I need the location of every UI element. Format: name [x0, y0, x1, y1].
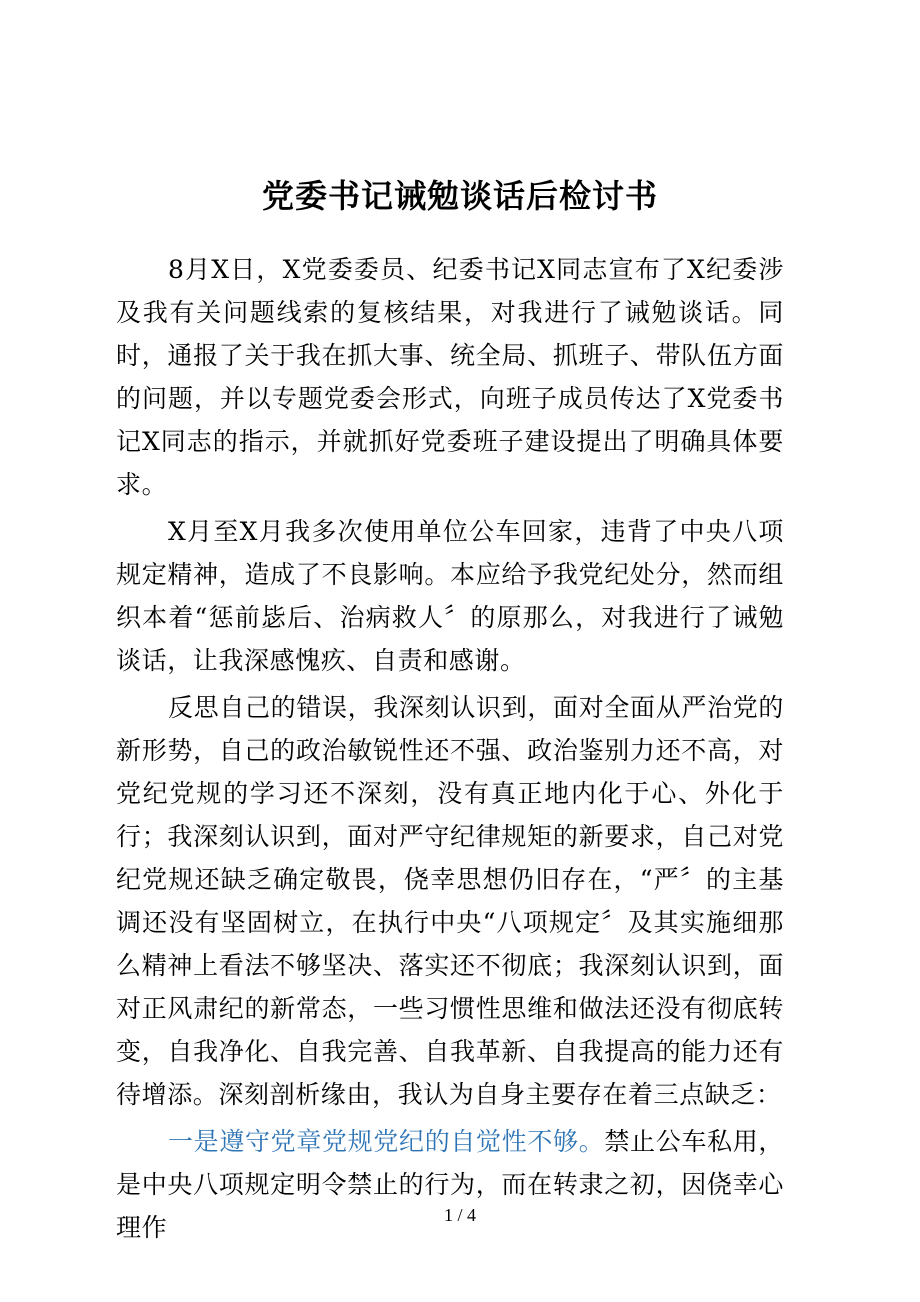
- paragraph-2: X月至X月我多次使用单位公车回家，违背了中央八项规定精神，造成了不良影响。本应给予我党纪处分，然而组织本着“惩前毖后、治病救人〞的原那么，对我进行了诫勉谈话，让我深感愧疚、自责和感谢。: [116, 517, 784, 675]
- paragraph-1: 8月X日，X党委委员、纪委书记X同志宣布了X纪委涉及我有关问题线索的复核结果，对我进行了诫勉谈话。同时，通报了关于我在抓大事、统全局、抓班子、带队伍方面的问题，并以专题党委会形式，向班子成员传达了X党委书记X同志的指示，并就抓好党委班子建设提出了明确具体要求。: [116, 255, 784, 499]
- point-one-text: 禁止公车私用，是中央八项规定明令禁止的行为，而在转隶之初，因侥幸心理作: [116, 1127, 785, 1242]
- point-one-heading: 一是遵守党章党规党纪的自觉性不够。: [168, 1127, 605, 1156]
- paragraph-3: 反思自己的错误，我深刻认识到，面对全面从严治党的新形势，自己的政治敏锐性还不强、政治鉴别力还不高，对党纪党规的学习还不深刻，没有真正地内化于心、外化于行；我深刻认识到，面对严守纪律规矩的新要求，自己对党纪党规还缺乏确定敬畏，侥幸思想仍旧存在，“严〞的主基调还没有坚固树立，在执行中央“八项规定〞及其实施细那么精神上看法不够坚决、落实还不彻底；我深刻认识到，面对正风肃纪的新常态，一些习惯性思维和做法还没有彻底转变，自我净化、自我完善、自我革新、自我提高的能力还有待增添。深刻剖析缘由，我认为自身主要存在着三点缺乏：: [116, 693, 784, 1109]
- document-body: [116, 248, 784, 1249]
- paragraph-4: [116, 1120, 784, 1249]
- page-number: 1 / 4: [443, 1205, 476, 1225]
- document-title: 党委书记诫勉谈话后检讨书: [261, 177, 658, 215]
